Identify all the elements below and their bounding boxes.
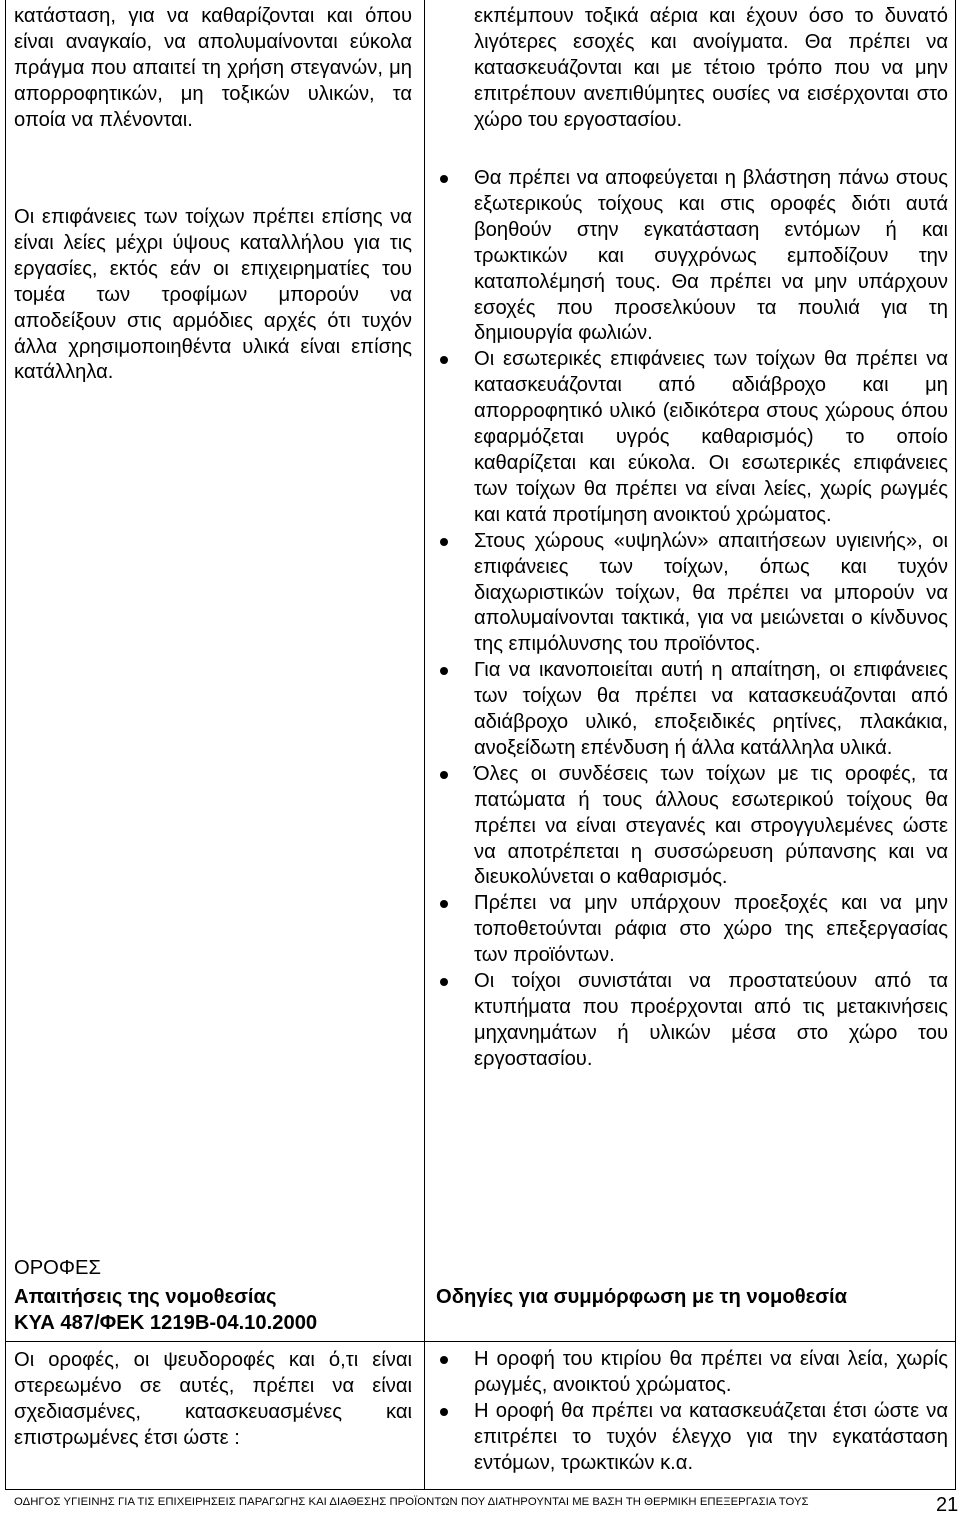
bottom-border — [5, 1489, 956, 1490]
list-item: Θα πρέπει να αποφεύγεται η βλάστηση πάνω στους εξωτερικούς τοίχους και στις οροφές διότι αυτά βοηθούν στην εγκατάσταση εντόμων ή και τρωκτικών και συγχρόνως εμποδίζουν την καταπολέμησή τους. Θα πρέπει να μην υπάρχουν εσοχές που προσελκύουν τα πουλιά για τη δημιουργία φωλιών. — [438, 166, 948, 347]
ceilings-heading-block — [14, 1256, 412, 1337]
row-divider — [5, 1341, 956, 1342]
right-column-bullets — [438, 166, 948, 1073]
list-item: Η οροφή του κτιρίου θα πρέπει να είναι λεία, χωρίς ρωγμές, ανοικτού χρώματος. — [438, 1347, 948, 1399]
ceiling-bullet-list — [438, 1347, 948, 1477]
bullet-icon — [440, 356, 448, 364]
list-item: Οι εσωτερικές επιφάνειες των τοίχων θα πρέπει να κατασκευάζονται από αδιάβροχο και μη απορροφητικό υλικό (ειδικότερα στους χώρους όπου εφαρμόζεται υγρός καθαρισμός) το οποίο καθαρίζεται και εύκολα. Οι εσωτερικές επιφάνειες των τοίχων θα πρέπει να είναι λείες, χωρίς ρωγμές και κατά προτίμηση ανοικτού χρώματος. — [438, 347, 948, 528]
list-item: Στους χώρους «υψηλών» απαιτήσεων υγιεινής», οι επιφάνειες των τοίχων, όπως και τυχόν διαχωριστικών τοίχων, θα πρέπει να μπορούν να απολυμαίνονται τακτικά, για να μειώνεται ο κίνδυνος της επιμόλυνσης του προϊόντος. — [438, 529, 948, 659]
bullet-icon — [440, 900, 448, 908]
right-column-continuation — [474, 4, 948, 134]
bullet-icon — [440, 978, 448, 986]
law-reference: ΚΥΑ 487/ΦΕΚ 1219Β-04.10.2000 — [14, 1311, 318, 1334]
left-border — [5, 0, 6, 1490]
walls-bullet-list — [438, 166, 948, 1073]
bullet-icon — [440, 538, 448, 546]
requirements-heading: Απαιτήσεις της νομοθεσίας — [14, 1285, 277, 1308]
bullet-icon — [440, 1356, 448, 1364]
section-title: ΟΡΟΦΕΣ — [14, 1257, 101, 1279]
list-item: Η οροφή θα πρέπει να κατασκευάζεται έτσι ώστε να επιτρέπει το τυχόν έλεγχο για την εγκατάσταση εντόμων, τρωκτικών κ.α. — [438, 1399, 948, 1477]
bullet-icon — [440, 667, 448, 675]
list-item: Όλες οι συνδέσεις των τοίχων με τις οροφές, τα πατώματα ή τους άλλους εσωτερικού τοίχους θα πρέπει να είναι στεγανές και στρογγυλεμένες ώστε να αποτρέπεται η συσσώρευση ρύπανσης και να διευκολύνεται ο καθαρισμός. — [438, 762, 948, 892]
ceilings-paragraph: Οι οροφές, οι ψευδοροφές και ό,τι είναι στερεωμένο σε αυτές, πρέπει να είναι σχεδιασμένες, κατασκευασμένες και επιστρωμένες έτσι ώστε : — [14, 1349, 412, 1449]
guidelines-heading: Οδηγίες για συμμόρφωση με τη νομοθεσία — [436, 1286, 848, 1308]
bullet-icon — [440, 771, 448, 779]
list-item: Οι τοίχοι συνιστάται να προστατεύουν από τα κτυπήματα που προέρχονται από τις μετακινήσεις μηχανημάτων ή υλικών μέσα στο χώρο του εργοστασίου. — [438, 969, 948, 1073]
walls-smooth-paragraph: Οι επιφάνειες των τοίχων πρέπει επίσης να είναι λείες μέχρι ύψους καταλλήλου για τις εργασίες, εκτός εάν οι επιχειρηματίες του τομέα των τροφίμων μπορούν να αποδείξουν στις αρμόδιες αρχές ότι τυχόν άλλα χρησιμοποιηθέντα υλικά είναι επίσης κατάλληλα. — [14, 206, 412, 384]
left-column-ceilings — [14, 1348, 412, 1452]
page-footer: ΟΔΗΓΟΣ ΥΓΙΕΙΝΗΣ ΓΙΑ ΤΙΣ ΕΠΙΧΕΙΡΗΣΕΙΣ ΠΑΡΑΓΩΓΗΣ ΚΑΙ ΔΙΑΘΕΣΗΣ ΠΡΟΪΟΝΤΩΝ ΠΟΥ ΔΙΑΤΗΡΟΥΝΤΑΙ ΜΕ ΒΑΣΗ ΤΗ ΘΕΡΜΙΚΗ ΕΠΕΞΕΡΓΑΣΙΑ ΤΟΥΣ — [14, 1496, 809, 1508]
left-column-second — [14, 205, 412, 386]
list-item: Πρέπει να μην υπάρχουν προεξοχές και να μην τοποθετούνται ράφια στο χώρο της επεξεργασίας των προϊόντων. — [438, 891, 948, 969]
page-number: 21 — [936, 1494, 959, 1516]
continuation-paragraph: εκπέμπουν τοξικά αέρια και έχουν όσο το δυνατό λιγότερες εσοχές και ανοίγματα. Θα πρέπει να κατασκευάζονται και με τέτοιο τρόπο που να μην επιτρέπουν ανεπιθύμητες ουσίες να εισέρχονται στο χώρο του εργοστασίου. — [474, 5, 948, 131]
right-border — [955, 0, 956, 1490]
list-item: Για να ικανοποιείται αυτή η απαίτηση, οι επιφάνειες των τοίχων θα πρέπει να κατασκευάζονται από αδιάβροχο υλικό, εποξειδικές ρητίνες, πλακάκια, ανοξείδωτη επένδυση ή άλλα κατάλληλα υλικά. — [438, 658, 948, 762]
column-divider — [424, 0, 425, 1490]
bullet-icon — [440, 175, 448, 183]
right-column-ceiling-bullets — [438, 1347, 948, 1477]
left-column-top — [14, 4, 412, 134]
bullet-icon — [440, 1408, 448, 1416]
left-top-paragraph: κατάσταση, για να καθαρίζονται και όπου είναι αναγκαίο, να απολυμαίνονται εύκολα πράγμα που απαιτεί τη χρήση στεγανών, μη απορροφητικών, μη τοξικών υλικών, τα οποία να πλένονται. — [14, 5, 412, 131]
